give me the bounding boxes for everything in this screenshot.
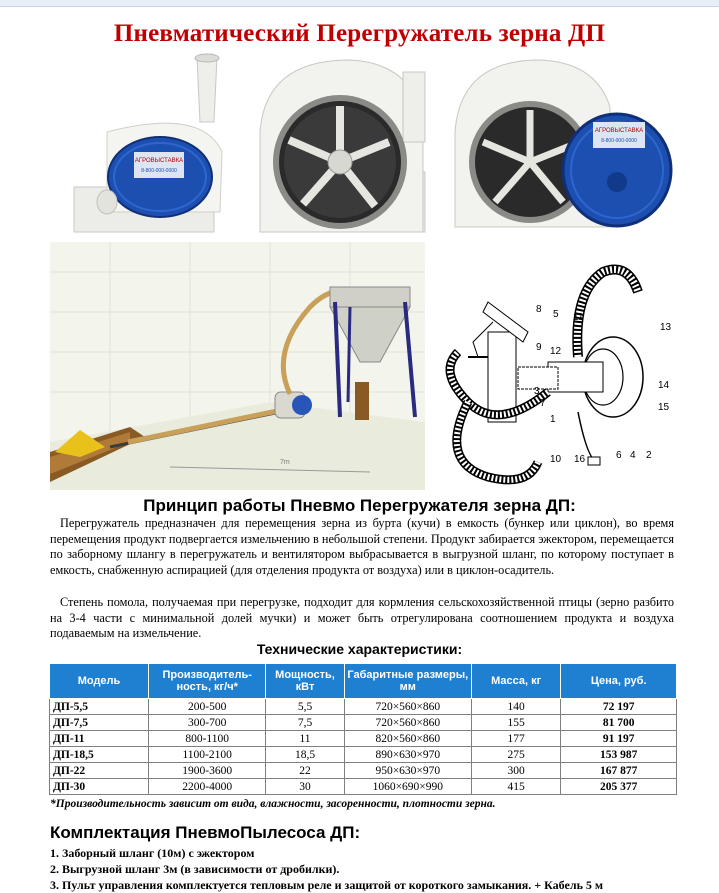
table-cell: 1100-2100 bbox=[149, 747, 266, 763]
table-row bbox=[50, 747, 677, 763]
col-power: Мощность, кВт bbox=[266, 664, 344, 699]
kit-item-2: 2. Выгрузной шланг 3м (в зависимости от дробилки). bbox=[50, 862, 340, 876]
part-12: 12 bbox=[550, 346, 562, 357]
kit-item-1: 1. Заборный шланг (10м) с эжектором bbox=[50, 846, 255, 860]
table-cell: 167 877 bbox=[561, 763, 677, 779]
principle-paragraph-2 bbox=[50, 595, 674, 642]
table-cell: 2200-4000 bbox=[149, 779, 266, 795]
part-16: 16 bbox=[574, 454, 586, 465]
table-cell: 720×560×860 bbox=[344, 715, 471, 731]
photo-fan-impeller bbox=[255, 52, 430, 242]
part-10: 10 bbox=[550, 454, 562, 465]
part-7: 7 bbox=[540, 398, 546, 409]
table-cell: 7,5 bbox=[266, 715, 344, 731]
table-cell: ДП-30 bbox=[50, 779, 149, 795]
table-cell: 890×630×970 bbox=[344, 747, 471, 763]
specs-heading: Технические характеристики: bbox=[256, 641, 463, 657]
table-cell: 5,5 bbox=[266, 699, 344, 715]
kit-item-3: 3. Пульт управления комплектуется тепловым реле и защитой от короткого замыкания. + Кабель 5 м bbox=[50, 878, 604, 892]
table-cell: ДП-5,5 bbox=[50, 699, 149, 715]
table-cell: ДП-7,5 bbox=[50, 715, 149, 731]
col-price: Цена, руб. bbox=[561, 664, 677, 699]
table-cell: ДП-22 bbox=[50, 763, 149, 779]
table-cell: 30 bbox=[266, 779, 344, 795]
table-row bbox=[50, 763, 677, 779]
part-4: 4 bbox=[630, 450, 636, 461]
illustration-grain-transfer bbox=[50, 242, 425, 490]
table-cell: 820×560×860 bbox=[344, 731, 471, 747]
part-1: 1 bbox=[550, 414, 556, 425]
table-cell: 200-500 bbox=[149, 699, 266, 715]
part-8: 8 bbox=[536, 304, 542, 315]
distance-label: 7m bbox=[280, 459, 290, 466]
part-11: 11 bbox=[573, 312, 584, 323]
part-13: 13 bbox=[660, 322, 672, 333]
table-cell: 1060×690×990 bbox=[344, 779, 471, 795]
part-9: 9 bbox=[536, 342, 542, 353]
table-cell: 800-1100 bbox=[149, 731, 266, 747]
table-cell: 11 bbox=[266, 731, 344, 747]
kit-heading: Комплектация ПневмоПылесоса ДП: bbox=[50, 823, 361, 842]
table-cell: 950×630×970 bbox=[344, 763, 471, 779]
table-cell: 1900-3600 bbox=[149, 763, 266, 779]
col-dimensions: Габаритные размеры, мм bbox=[344, 664, 471, 699]
specs-footnote: *Производительность зависит от вида, влажности, засоренности, плотности зерна. bbox=[50, 798, 496, 810]
table-cell: 300 bbox=[471, 763, 560, 779]
part-3: 3 bbox=[534, 386, 540, 397]
table-cell: ДП-11 bbox=[50, 731, 149, 747]
principle-text-1: Перегружатель предназначен для перемещения зерна из бурта (кучи) в емкость (бункер или циклон), во время перемещения продукт подвергается измельчению в небольшой степени. Продукт забирается эжектором, перемещается по заборному шлангу в перегружатель и вентилятором выбрасывается в выгрузной шланг, по которому поступает в емкость, снабженную аспирацией (для отделения продукта от воздуха) или в циклон-осадитель. bbox=[50, 516, 674, 577]
col-model: Модель bbox=[50, 664, 149, 699]
table-cell: ДП-18,5 bbox=[50, 747, 149, 763]
photo-fan-with-inlet bbox=[52, 52, 242, 237]
principle-paragraph-1 bbox=[50, 516, 674, 578]
table-cell: 18,5 bbox=[266, 747, 344, 763]
diagram-numbered-parts bbox=[428, 262, 678, 490]
table-cell: 300-700 bbox=[149, 715, 266, 731]
table-cell: 177 bbox=[471, 731, 560, 747]
part-5: 5 bbox=[553, 309, 559, 320]
table-cell: 720×560×860 bbox=[344, 699, 471, 715]
window-top-bar bbox=[0, 0, 719, 7]
principle-heading: Принцип работы Пневмо Перегружателя зерна ДП: bbox=[143, 496, 576, 515]
table-cell: 140 bbox=[471, 699, 560, 715]
table-row bbox=[50, 715, 677, 731]
phone-label: 8-800-000-0000 bbox=[141, 168, 177, 174]
principle-text-2: Степень помола, получаемая при перегрузке, подходит для кормления сельскохозяйственной птицы (зерно разбито на 3-4 части с минимальной долей мучки) и может быть отрегулирована соотношением продукта и воздуха подаваемым на измельчение. bbox=[50, 595, 674, 641]
part-6: 6 bbox=[616, 450, 622, 461]
table-cell: 91 197 bbox=[561, 731, 677, 747]
table-cell: 81 700 bbox=[561, 715, 677, 731]
table-row bbox=[50, 731, 677, 747]
part-15: 15 bbox=[658, 402, 670, 413]
table-row bbox=[50, 699, 677, 715]
phone-label-2: 8-800-000-0000 bbox=[601, 138, 637, 144]
page-title: Пневматический Перегружатель зерна ДП bbox=[113, 20, 606, 47]
col-capacity: Производитель-ность, кг/ч* bbox=[149, 664, 266, 699]
specs-table bbox=[49, 663, 677, 795]
table-cell: 153 987 bbox=[561, 747, 677, 763]
table-cell: 275 bbox=[471, 747, 560, 763]
table-cell: 415 bbox=[471, 779, 560, 795]
logo-label-2: АГРОВЫСТАВКА bbox=[594, 128, 644, 134]
col-weight: Масса, кг bbox=[471, 664, 560, 699]
table-cell: 22 bbox=[266, 763, 344, 779]
part-14: 14 bbox=[658, 380, 670, 391]
part-2: 2 bbox=[646, 450, 652, 461]
table-cell: 72 197 bbox=[561, 699, 677, 715]
table-cell: 205 377 bbox=[561, 779, 677, 795]
specs-header-row bbox=[50, 664, 677, 699]
table-cell: 155 bbox=[471, 715, 560, 731]
logo-label: АГРОВЫСТАВКА bbox=[134, 158, 184, 164]
photo-fan-open-lid bbox=[445, 52, 675, 242]
table-row bbox=[50, 779, 677, 795]
